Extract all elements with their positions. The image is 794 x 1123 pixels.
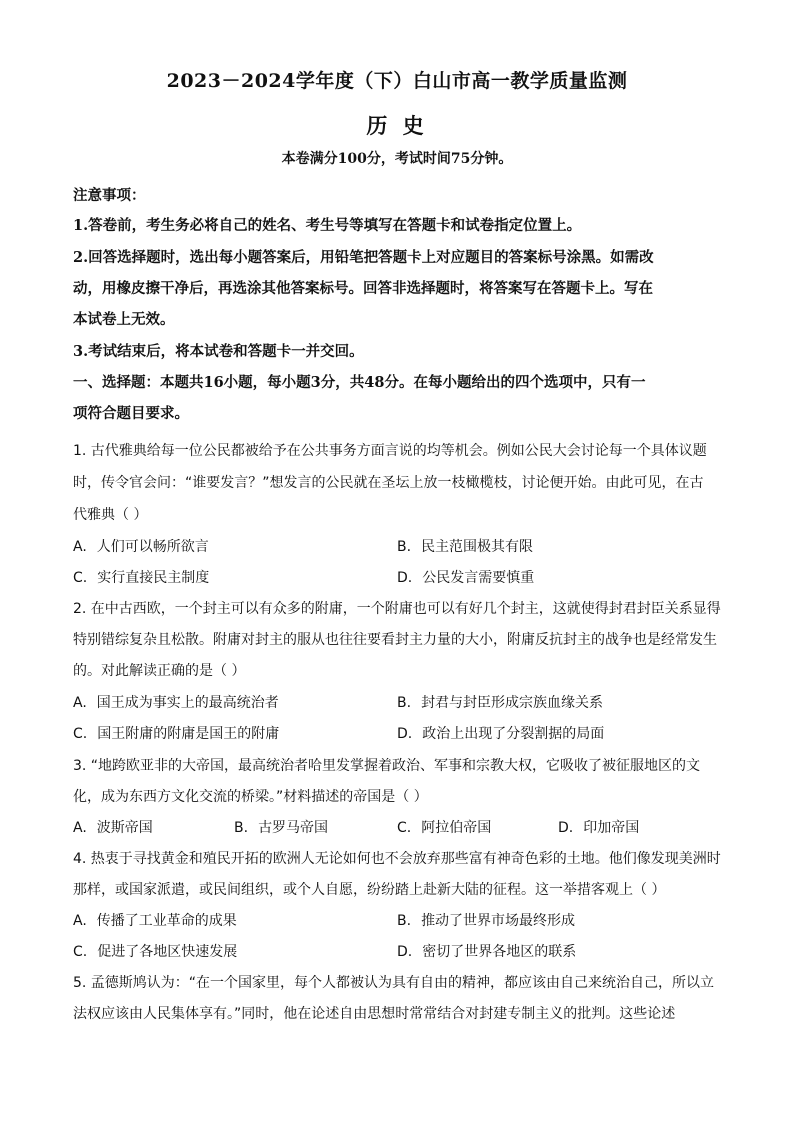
notes-line: 2.回答选择题时，选出每小题答案后，用铅笔把答题卡上对应题目的答案标号涂黑。如需改 [73,249,654,266]
question-4-line: 那样，或国家派遣，或民间组织，或个人自愿，纷纷踏上赴新大陆的征程。这一举措客观上（ ） [73,882,666,898]
question-1-option-c[interactable] [73,567,209,587]
option-text: 国王成为事实上的最高统治者 [96,695,279,711]
question-5-line: 法权应该由人民集体享有。”同时，他在论述自由思想时常常结合对封建专制主义的批判。这些论述 [73,1006,676,1022]
question-2-option-c[interactable] [73,723,279,743]
notes-line: 动，用橡皮擦干净后，再选涂其他答案标号。回答非选择题时，将答案写在答题卡上。写在 [73,280,653,297]
section-heading: 项符合题目要求。 [73,405,189,422]
question-3-line: 3. “地跨欧亚非的大帝国，最高统治者哈里发掌握着政治、军事和宗教大权，它吸收了被征服地区的文 [73,758,701,774]
question-1-line: 时，传令官会问：“谁要发言？”想发言的公民就在圣坛上放一枝橄榄枝，讨论便开始。由此可见，在古 [73,475,704,491]
question-3-option-c[interactable] [397,817,491,837]
question-3-option-a[interactable] [73,817,153,837]
exam-info: 本卷满分100分，考试时间75分钟。 [281,151,513,167]
question-2-option-b[interactable] [397,692,603,712]
question-1-line: 1. 古代雅典给每一位公民都被给予在公共事务方面言说的均等机会。例如公民大会讨论每一个具体议题 [73,443,707,459]
question-1-option-a[interactable] [73,536,209,556]
option-text: 人们可以畅所欲言 [96,539,209,555]
option-letter: A. [73,695,87,711]
option-text: 阿拉伯帝国 [421,820,492,836]
question-4-line: 4. 热衷于寻找黄金和殖民开拓的欧洲人无论如何也不会放弃那些富有神奇色彩的土地。他们像发现美洲时 [73,851,721,867]
question-2-option-d[interactable] [397,723,604,743]
option-text: 印加帝国 [583,820,640,836]
option-text: 密切了世界各地区的联系 [422,944,577,960]
option-letter: A. [73,913,87,929]
notes-line: 本试卷上无效。 [73,311,175,328]
option-letter: B. [397,539,412,555]
option-letter: C. [73,944,88,960]
subject-title: 历 史 [366,113,428,138]
question-4-option-b[interactable] [397,910,575,930]
question-2-line: 特别错综复杂且松散。附庸对封主的服从也往往要看封主力量的大小，附庸反抗封主的战争也是经常发生 [73,632,717,648]
question-2-line: 2. 在中古西欧，一个封主可以有众多的附庸，一个附庸也可以有好几个封主，这就使得封君封臣关系显得 [73,601,721,617]
section-heading: 一、选择题：本题共16小题，每小题3分，共48分。在每小题给出的四个选项中，只有一 [73,374,646,391]
exam-title: 2023－2024学年度（下）白山市高一教学质量监测 [166,70,628,92]
option-text: 推动了世界市场最终形成 [421,913,576,929]
question-4-option-a[interactable] [73,910,237,930]
option-letter: D. [558,820,574,836]
option-text: 民主范围极其有限 [421,539,534,555]
question-5-line: 5. 孟德斯鸠认为：“在一个国家里，每个人都被认为具有自由的精神，都应该由自己来统治自己，所以立 [73,975,715,991]
question-4-option-d[interactable] [397,941,576,961]
option-letter: D. [397,726,413,742]
option-letter: D. [397,570,413,586]
notes-heading: 注意事项： [73,187,146,204]
option-text: 政治上出现了分裂割据的局面 [422,726,605,742]
option-letter: B. [234,820,249,836]
question-3-option-b[interactable] [234,817,328,837]
option-text: 国王附庸的附庸是国王的附庸 [97,726,280,742]
option-text: 传播了工业革命的成果 [96,913,237,929]
question-1-line: 代雅典（ ） [73,507,148,523]
option-letter: A. [73,539,87,555]
question-4-option-c[interactable] [73,941,237,961]
option-text: 促进了各地区快速发展 [97,944,238,960]
option-text: 实行直接民主制度 [97,570,210,586]
question-2-line: 的。对此解读正确的是（ ） [73,663,246,679]
option-letter: C. [73,726,88,742]
question-1-option-d[interactable] [397,567,534,587]
question-3-option-d[interactable] [558,817,639,837]
option-letter: A. [73,820,87,836]
question-2-option-a[interactable] [73,692,279,712]
option-text: 公民发言需要慎重 [422,570,535,586]
option-letter: B. [397,695,412,711]
notes-line: 3.考试结束后，将本试卷和答题卡一并交回。 [73,343,364,360]
option-text: 古罗马帝国 [258,820,329,836]
option-letter: C. [73,570,88,586]
question-1-option-b[interactable] [397,536,533,556]
question-3-line: 化，成为东西方文化交流的桥梁。”材料描述的帝国是（ ） [73,789,428,805]
option-text: 波斯帝国 [96,820,153,836]
option-letter: D. [397,944,413,960]
option-text: 封君与封臣形成宗族血缘关系 [421,695,604,711]
option-letter: B. [397,913,412,929]
option-letter: C. [397,820,412,836]
notes-line: 1.答卷前，考生务必将自己的姓名、考生号等填写在答题卡和试卷指定位置上。 [73,217,582,234]
